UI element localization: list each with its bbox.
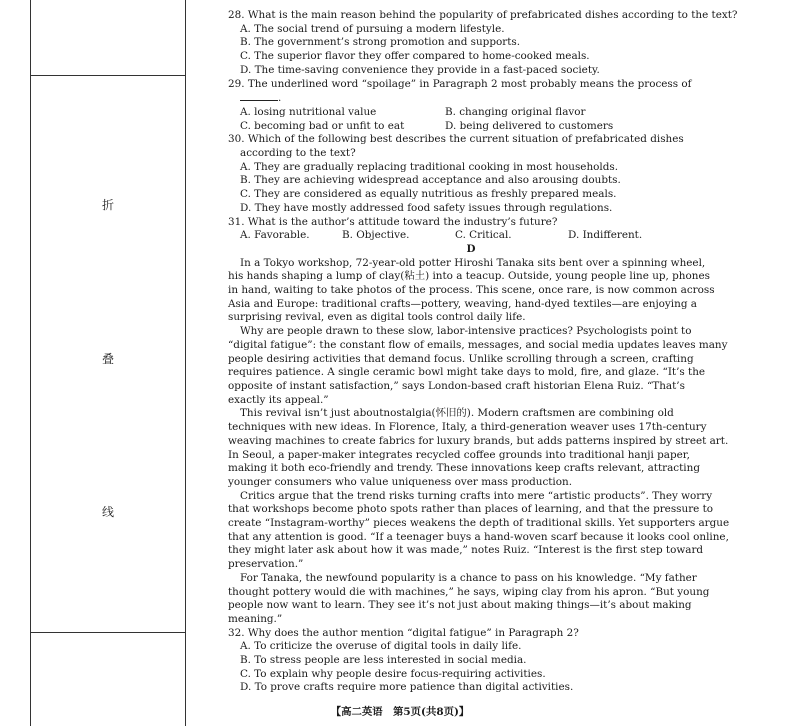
option-c: C. Critical. — [455, 229, 512, 242]
passage-line: This revival isn’t just aboutnostalgia(怀旧的). Modern craftsmen are combining old — [240, 407, 674, 420]
paragraph-4 — [228, 489, 730, 572]
fold-char-3: 线 — [101, 505, 114, 519]
passage-line: people now want to learn. They see it’s not just about making things—it’s about making — [228, 599, 692, 612]
option-d: D. being delivered to customers — [445, 119, 614, 132]
answer-blank: . — [228, 91, 714, 106]
question-29 — [228, 78, 714, 134]
option-b: B. To stress people are less interested in social media. — [240, 654, 527, 667]
question-stem: 31. What is the author’s attitude toward the industry’s future? — [228, 215, 558, 228]
option-a: A. losing nutritional value — [240, 105, 377, 118]
options-row — [228, 229, 714, 243]
question-stem: 32. Why does the author mention “digital fatigue” in Paragraph 2? — [228, 626, 579, 639]
passage-line: surprising revival, even as digital tools control daily life. — [228, 311, 526, 324]
passage-line: “digital fatigue”: the constant flow of emails, messages, and social media updates leaves many — [228, 338, 728, 351]
passage-line: people desiring activities that demand focus. Unlike scrolling through a screen, crafting — [228, 352, 694, 365]
question-28 — [228, 9, 738, 78]
paragraph-2 — [228, 325, 728, 407]
passage-line: For Tanaka, the newfound popularity is a chance to pass on his knowledge. “My father — [240, 571, 697, 584]
passage-line: In a Tokyo workshop, 72-year-old potter Hiroshi Tanaka sits bent over a spinning wheel, — [240, 256, 706, 269]
page-footer: 【高二英语 第5页(共8页)】 — [330, 706, 470, 718]
question-stem: 30. Which of the following best describes the current situation of prefabricated dishes — [228, 133, 684, 146]
binding-margin — [30, 0, 186, 726]
passage-line: create “Instagram-worthy” pieces weakens the depth of traditional skills. Yet supporters argue — [228, 517, 730, 530]
option-c: C. They are considered as equally nutritious as freshly prepared meals. — [240, 188, 617, 201]
option-b: B. They are achieving widespread acceptance and also arousing doubts. — [240, 174, 621, 187]
option-c: C. The superior flavor they offer compared to home-cooked meals. — [240, 50, 590, 63]
passage-line: they might later ask about how it was made,” notes Ruiz. “Interest is the first step toward — [228, 544, 704, 557]
passage-line: In Seoul, a paper-maker integrates recycled coffee grounds into traditional hanji paper, — [228, 448, 690, 461]
question-31 — [228, 216, 714, 243]
passage-line: Why are people drawn to these slow, labor-intensive practices? Psychologists point to — [240, 325, 692, 338]
option-b: B. The government’s strong promotion and supports. — [240, 36, 521, 49]
passage — [228, 256, 730, 627]
margin-rule-top — [31, 75, 185, 76]
passage-line: younger consumers who value uniqueness over mass production. — [228, 475, 573, 488]
question-stem-cont: according to the text? — [240, 147, 356, 160]
option-d: D. The time-saving convenience they provide in a fast-paced society. — [240, 63, 600, 76]
question-32 — [228, 627, 714, 696]
option-b: B. Objective. — [342, 229, 410, 242]
paragraph-3 — [228, 407, 729, 489]
option-d: D. Indifferent. — [568, 229, 643, 242]
passage-line: opposite of instant satisfaction,” says London-based craft historian Elena Ruiz. “That’s — [228, 379, 685, 392]
fold-char-2: 叠 — [101, 352, 114, 366]
passage-line: thought pottery would die with machines,” he says, wiping clay from his apron. “But young — [228, 585, 710, 598]
paragraph-5 — [228, 572, 714, 627]
options-row-2 — [228, 120, 714, 134]
passage-line: his hands shaping a lump of clay(粘土) into a teacup. Outside, young people line up, phones — [228, 270, 710, 283]
option-d: D. To prove crafts require more patience than digital activities. — [240, 681, 574, 694]
option-a: A. To criticize the overuse of digital tools in daily life. — [240, 640, 522, 653]
question-30 — [228, 133, 714, 215]
question-stem: 28. What is the main reason behind the popularity of prefabricated dishes according to the text? — [228, 9, 738, 21]
option-a: A. They are gradually replacing traditional cooking in most households. — [240, 160, 619, 173]
exam-page-content — [228, 9, 738, 695]
passage-line: that any attention is good. “If a teenager buys a hand-woven scarf because it looks cool online, — [228, 530, 729, 543]
section-heading: D — [466, 242, 476, 255]
option-d: D. They have mostly addressed food safety issues through regulations. — [240, 201, 613, 214]
option-c: C. To explain why people desire focus-requiring activities. — [240, 667, 546, 680]
paragraph-1 — [228, 257, 714, 326]
passage-line: techniques with new ideas. In Florence, Italy, a third-generation weaver uses 17th-century — [228, 421, 707, 434]
question-stem: 29. The underlined word “spoilage” in Paragraph 2 most probably means the process of — [228, 77, 692, 90]
passage-line: Critics argue that the trend risks turning crafts into mere “artistic products”. They worry — [240, 489, 713, 502]
passage-line: requires patience. A single ceramic bowl might take days to mold, fire, and glaze. “It’s the — [228, 366, 706, 379]
passage-line: exactly its appeal.” — [228, 393, 329, 406]
option-a: A. The social trend of pursuing a modern lifestyle. — [240, 22, 505, 35]
options-row-1 — [228, 106, 714, 120]
passage-line: Asia and Europe: traditional crafts—pottery, weaving, hand-dyed textiles—are enjoying a — [228, 297, 697, 310]
option-b: B. changing original flavor — [445, 105, 586, 118]
passage-line: preservation.” — [228, 558, 304, 571]
passage-line: weaving machines to create fabrics for luxury brands, but adds patterns inspired by street art. — [228, 434, 729, 447]
option-c: C. becoming bad or unfit to eat — [240, 119, 405, 132]
passage-line: in hand, waiting to take photos of the process. This scene, once rare, is now common across — [228, 284, 715, 297]
passage-line: making it both eco-friendly and trendy. These innovations keep crafts relevant, attracting — [228, 462, 700, 475]
fold-char-1: 折 — [101, 198, 114, 212]
option-a: A. Favorable. — [240, 229, 310, 242]
margin-rule-bottom — [31, 632, 185, 633]
passage-line: meaning.” — [228, 612, 283, 625]
passage-line: that workshops become photo spots rather than places of learning, and that the pressure to — [228, 503, 714, 516]
